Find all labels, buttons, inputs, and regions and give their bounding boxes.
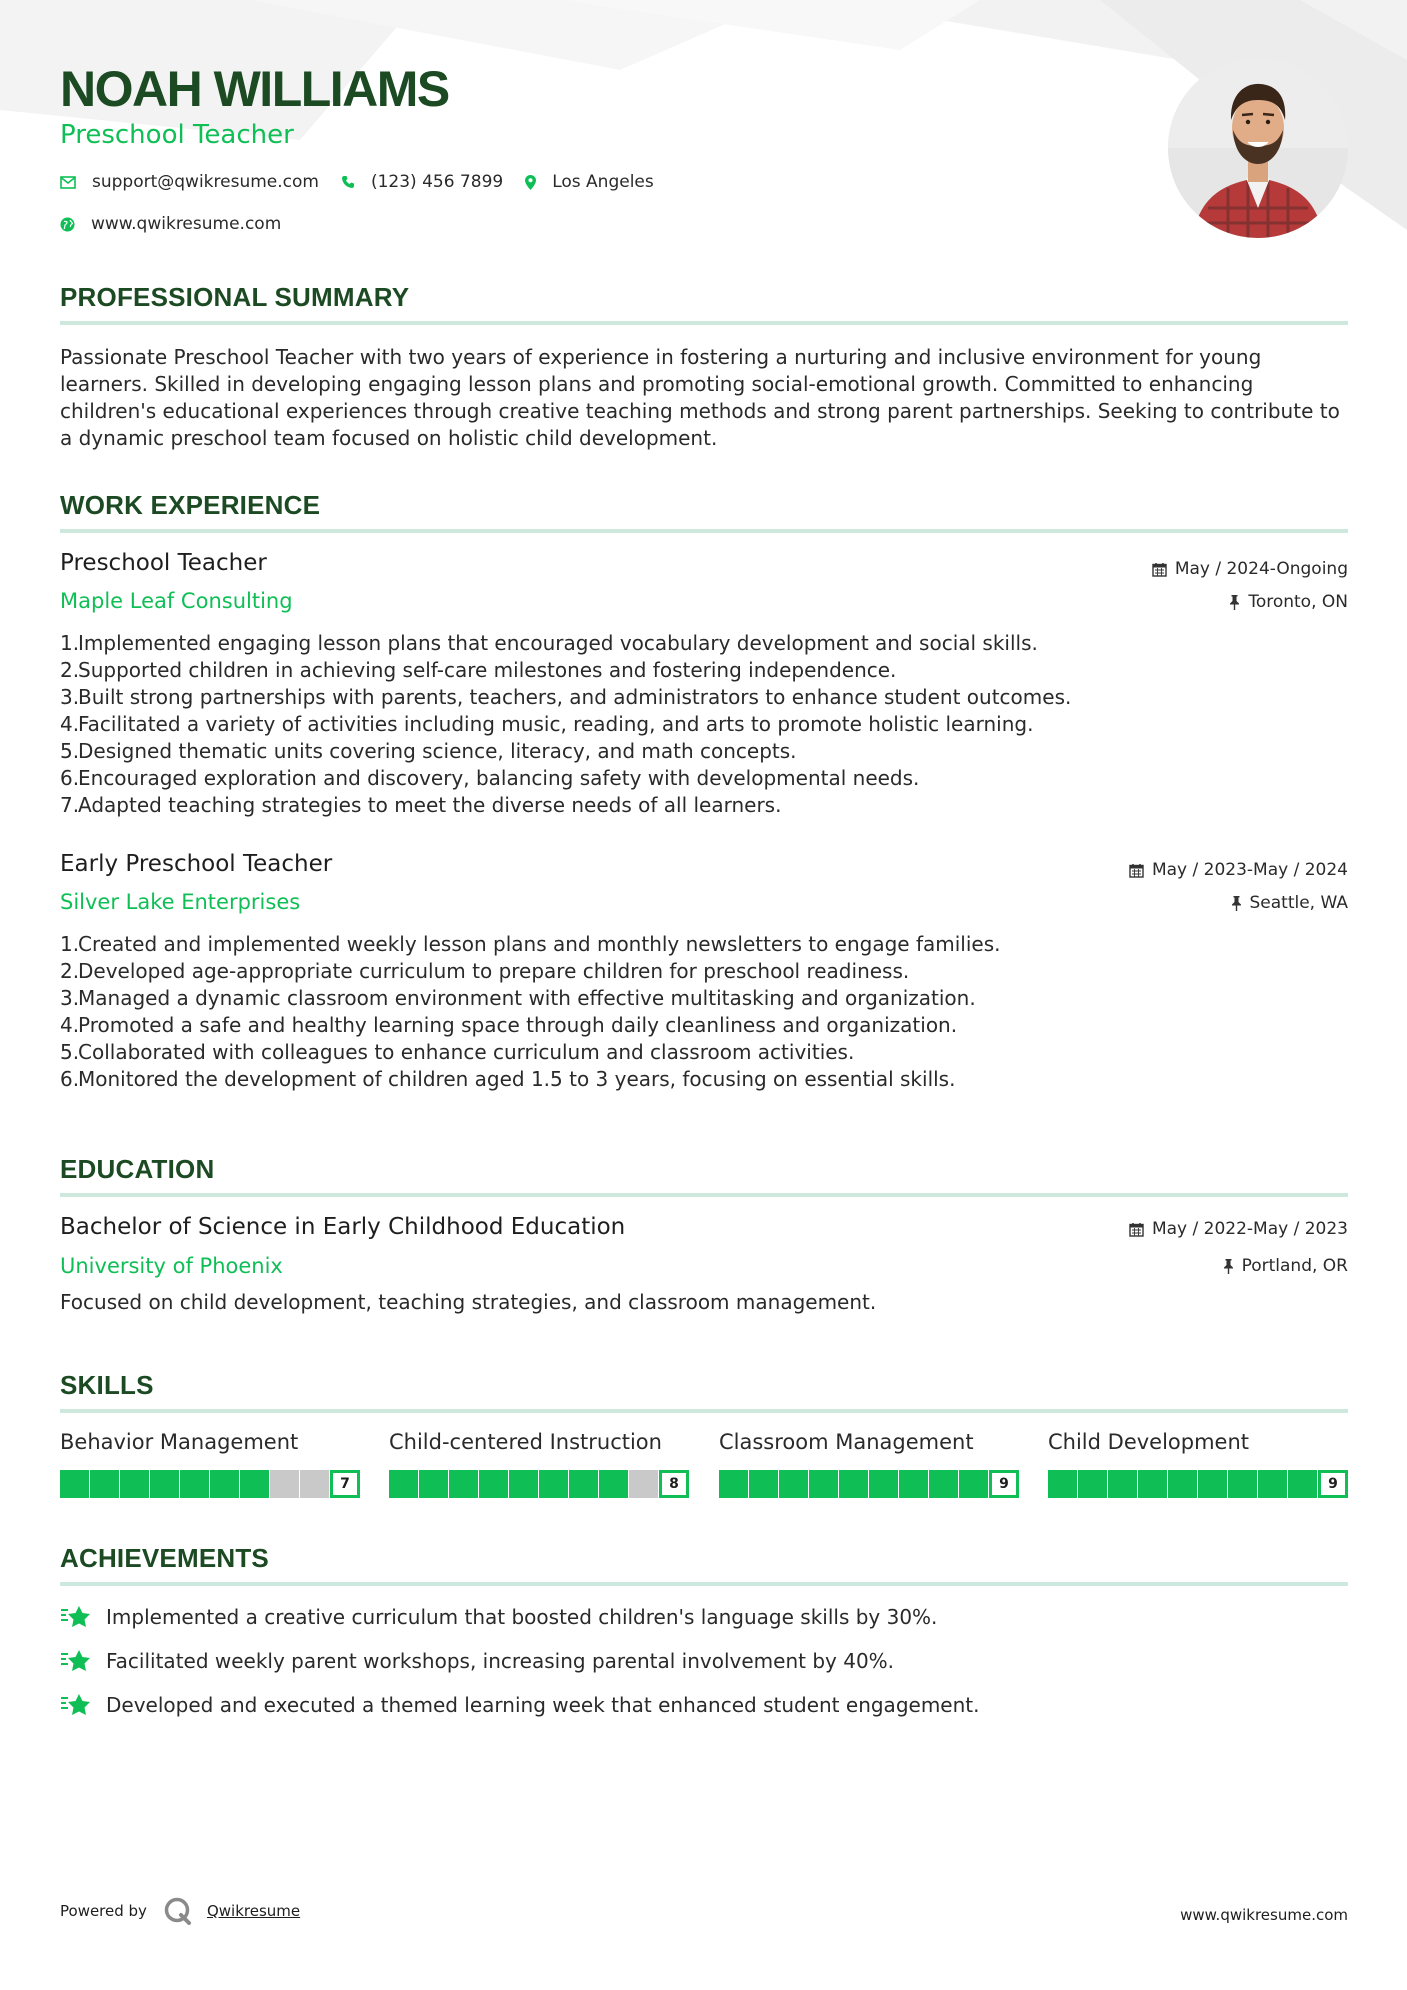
skill-meter-filled-segment <box>1198 1470 1227 1498</box>
skill-meter-filled-segment <box>749 1470 778 1498</box>
job-title: Preschool Teacher <box>60 550 267 576</box>
education-heading: EDUCATION <box>60 1154 215 1184</box>
skill-meter-filled-segment <box>509 1470 538 1498</box>
achievements-heading: ACHIEVEMENTS <box>60 1543 269 1573</box>
calendar-icon <box>1152 562 1167 577</box>
skill-meter-filled-segment <box>180 1470 209 1498</box>
job-dates-text: May / 2024-Ongoing <box>1174 559 1348 579</box>
phone-icon <box>341 175 355 189</box>
skill-meter-filled-segment <box>569 1470 598 1498</box>
skill-meter-filled-segment <box>90 1470 119 1498</box>
job-location-text: Seattle, WA <box>1249 893 1348 913</box>
footer-website-link[interactable]: www.qwikresume.com <box>1180 1906 1348 1924</box>
skill-meter-filled-segment <box>210 1470 239 1498</box>
skill-meter-filled-segment <box>1288 1470 1317 1498</box>
achievement-text: Facilitated weekly parent workshops, increasing parental involvement by 40%. <box>106 1649 895 1673</box>
skill-meter-filled-segment <box>899 1470 928 1498</box>
envelope-icon <box>60 176 76 189</box>
list-item: 5. Collaborated with colleagues to enhance curriculum and classroom activities. <box>60 1040 855 1064</box>
skill-meter-filled-segment <box>719 1470 748 1498</box>
list-item: 3. Managed a dynamic classroom environment with effective multitasking and organization. <box>60 986 976 1010</box>
skill-score: 9 <box>1318 1470 1348 1498</box>
skill-score: 9 <box>989 1470 1019 1498</box>
skill-meter-filled-segment <box>1108 1470 1137 1498</box>
skill-meter-filled-segment <box>539 1470 568 1498</box>
qwikresume-logo-icon <box>163 1896 193 1926</box>
education-divider <box>60 1193 1348 1197</box>
job-company: Maple Leaf Consulting <box>60 589 293 613</box>
job-location-text: Toronto, ON <box>1248 592 1348 612</box>
education-location <box>1223 1256 1348 1276</box>
skill-meter-filled-segment <box>779 1470 808 1498</box>
phone-text: (123) 456 7899 <box>370 172 504 192</box>
skill-meter-filled-segment <box>1048 1470 1077 1498</box>
skill-meter <box>1048 1470 1348 1498</box>
summary-heading: PROFESSIONAL SUMMARY <box>60 282 410 312</box>
skill-meter-filled-segment <box>839 1470 868 1498</box>
profile-photo <box>1168 58 1348 238</box>
brand-link[interactable]: Qwikresume <box>206 1902 301 1920</box>
contact-row-website <box>60 214 303 234</box>
star-badge-icon <box>60 1648 92 1674</box>
pushpin-icon <box>1223 1259 1234 1274</box>
skill-meter-filled-segment <box>929 1470 958 1498</box>
list-item: 4. Promoted a safe and healthy learning space through daily cleanliness and organization. <box>60 1013 958 1037</box>
education-description: Focused on child development, teaching strategies, and classroom management. <box>60 1290 877 1314</box>
list-item: 7. Adapted teaching strategies to meet the diverse needs of all learners. <box>60 793 782 817</box>
degree-title: Bachelor of Science in Early Childhood Education <box>60 1214 626 1240</box>
contact-location <box>525 172 654 192</box>
skill-meter-filled-segment <box>1258 1470 1287 1498</box>
skill-item <box>60 1430 360 1492</box>
skill-score: 7 <box>330 1470 360 1498</box>
map-pin-icon <box>525 175 536 190</box>
summary-divider <box>60 321 1348 325</box>
job-title: Early Preschool Teacher <box>60 851 333 877</box>
skill-name: Behavior Management <box>60 1430 299 1454</box>
candidate-title: Preschool Teacher <box>60 120 294 150</box>
job-dates-text: May / 2023-May / 2024 <box>1151 860 1348 880</box>
list-item: 3. Built strong partnerships with parents, teachers, and administrators to enhance student outcomes. <box>60 685 1072 709</box>
job-bullets <box>60 931 1348 1093</box>
job-bullets <box>60 630 1348 819</box>
achievement-text: Developed and executed a themed learning week that enhanced student engagement. <box>106 1693 980 1717</box>
skill-meter-filled-segment <box>869 1470 898 1498</box>
education-location-text: Portland, OR <box>1241 1256 1348 1276</box>
skills-divider <box>60 1409 1348 1413</box>
experience-divider <box>60 529 1348 533</box>
job-location <box>1231 893 1349 913</box>
skill-meter-filled-segment <box>389 1470 418 1498</box>
skill-meter-filled-segment <box>1138 1470 1167 1498</box>
pushpin-icon <box>1229 595 1240 610</box>
job-company: Silver Lake Enterprises <box>60 890 301 914</box>
achievement-item <box>60 1692 979 1718</box>
skill-meter-filled-segment <box>1078 1470 1107 1498</box>
achievement-item <box>60 1604 937 1630</box>
school-name: University of Phoenix <box>60 1254 283 1278</box>
list-item: 2. Developed age-appropriate curriculum to prepare children for preschool readiness. <box>60 959 910 983</box>
profile-photo-illustration <box>1168 58 1348 238</box>
powered-by-label: Powered by <box>60 1902 147 1920</box>
skill-item <box>719 1430 1019 1492</box>
education-dates <box>1129 1219 1348 1239</box>
list-item: 4. Facilitated a variety of activities including music, reading, and arts to promote holistic learning. <box>60 712 1034 736</box>
skill-name: Classroom Management <box>719 1430 974 1454</box>
skill-meter-empty-segment <box>270 1470 299 1498</box>
star-badge-icon <box>60 1604 92 1630</box>
achievements-divider <box>60 1582 1348 1586</box>
email-text: support@qwikresume.com <box>92 172 319 192</box>
skill-meter-empty-segment <box>300 1470 329 1498</box>
skill-meter-filled-segment <box>959 1470 988 1498</box>
list-item: 6. Monitored the development of children aged 1.5 to 3 years, focusing on essential skills. <box>60 1067 956 1091</box>
globe-icon <box>60 217 75 232</box>
location-text: Los Angeles <box>552 172 654 192</box>
skill-meter-empty-segment <box>629 1470 658 1498</box>
skill-meter-filled-segment <box>240 1470 269 1498</box>
achievement-text: Implemented a creative curriculum that boosted children's language skills by 30%. <box>106 1605 938 1629</box>
candidate-name: NOAH WILLIAMS <box>60 61 449 117</box>
skill-meter-filled-segment <box>449 1470 478 1498</box>
contact-email[interactable] <box>60 172 319 192</box>
skill-meter <box>719 1470 1019 1498</box>
star-badge-icon <box>60 1692 92 1718</box>
skill-meter-filled-segment <box>120 1470 149 1498</box>
contact-website[interactable] <box>60 214 281 234</box>
skill-score: 8 <box>659 1470 689 1498</box>
website-text: www.qwikresume.com <box>91 214 282 234</box>
list-item: 1. Implemented engaging lesson plans that encouraged vocabulary development and social skills. <box>60 631 1038 655</box>
footer-powered-by <box>60 1896 300 1926</box>
skill-meter-filled-segment <box>60 1470 89 1498</box>
skill-meter-filled-segment <box>150 1470 179 1498</box>
calendar-icon <box>1129 1222 1144 1237</box>
skill-item <box>389 1430 689 1492</box>
achievement-item <box>60 1648 894 1674</box>
pushpin-icon <box>1231 896 1242 911</box>
skill-meter-filled-segment <box>1168 1470 1197 1498</box>
skill-meter-filled-segment <box>419 1470 448 1498</box>
skill-name: Child Development <box>1048 1430 1250 1454</box>
skill-meter-filled-segment <box>599 1470 628 1498</box>
skill-meter-filled-segment <box>479 1470 508 1498</box>
contact-phone[interactable] <box>341 172 503 192</box>
calendar-icon <box>1129 863 1144 878</box>
contact-row <box>60 172 676 192</box>
skill-meter <box>60 1470 360 1498</box>
skill-meter <box>389 1470 689 1498</box>
job-dates <box>1152 559 1348 579</box>
skill-meter-filled-segment <box>1228 1470 1257 1498</box>
skill-name: Child-centered Instruction <box>389 1430 662 1454</box>
skill-item <box>1048 1430 1348 1492</box>
education-dates-text: May / 2022-May / 2023 <box>1151 1219 1348 1239</box>
skills-heading: SKILLS <box>60 1370 154 1400</box>
list-item: 1. Created and implemented weekly lesson plans and monthly newsletters to engage families. <box>60 932 1001 956</box>
skill-meter-filled-segment <box>809 1470 838 1498</box>
experience-heading: WORK EXPERIENCE <box>60 490 321 520</box>
job-location <box>1229 592 1348 612</box>
job-dates <box>1129 860 1348 880</box>
summary-text: Passionate Preschool Teacher with two years of experience in fostering a nurturing and inclusive environment for young learners. Skilled in developing engaging lesson plans and promoting social-emotional growth. Committed to enhancing children's educational experiences through creative teaching methods and strong parent partnerships. Seeking to contribute to a dynamic preschool team focused on holistic child development. <box>60 345 1340 450</box>
list-item: 5. Designed thematic units covering science, literacy, and math concepts. <box>60 739 797 763</box>
list-item: 2. Supported children in achieving self-care milestones and fostering independence. <box>60 658 897 682</box>
list-item: 6. Encouraged exploration and discovery, balancing safety with developmental needs. <box>60 766 920 790</box>
